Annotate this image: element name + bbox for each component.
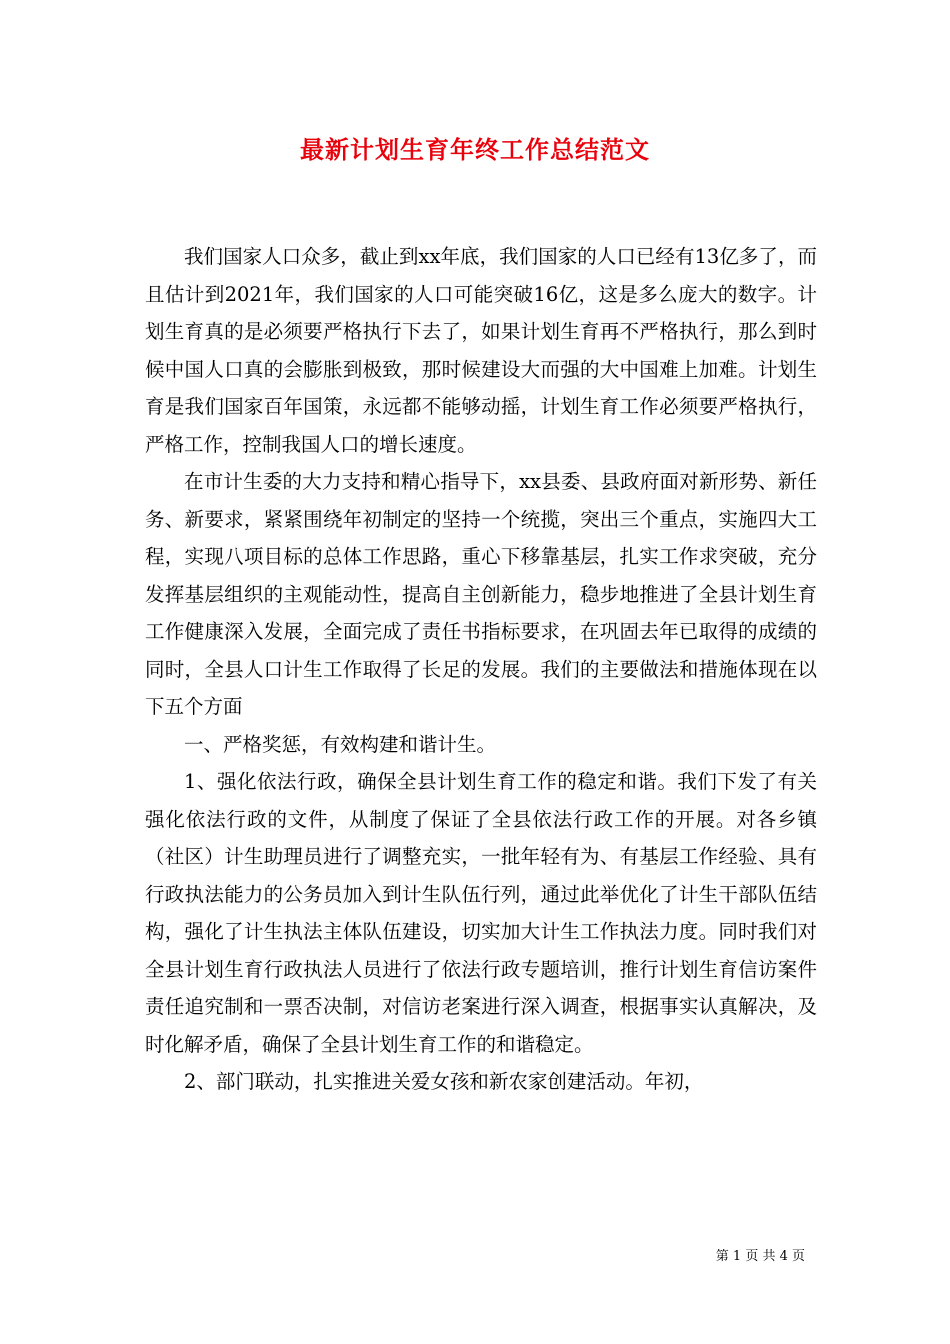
paragraph-item-2: 2、部门联动，扎实推进关爱女孩和新农家创建活动。年初， [184,1070,704,1093]
document-body [145,238,817,1101]
paragraph-overview: 在市计生委的大力支持和精心指导下，xx县委、县政府面对新形势、新任务、新要求，紧紧围绕年初制定的坚持一个统揽，突出三个重点，实施四大工程，实现八项目标的总体工作思路，重心下移靠基层，扎实工作求突破，充分发挥基层组织的主观能动性，提高自主创新能力，稳步地推进了全县计划生育工作健康深入发展，全面完成了责任书指标要求，在巩固去年已取得的成绩的同时，全县人口计生工作取得了长足的发展。我们的主要做法和措施体现在以下五个方面 [145,470,817,718]
paragraph-intro: 我们国家人口众多，截止到xx年底，我们国家的人口已经有13亿多了，而且估计到2021年，我们国家的人口可能突破16亿，这是多么庞大的数字。计划生育真的是必须要严格执行下去了，如果计划生育再不严格执行，那么到时候中国人口真的会膨胀到极致，那时候建设大而强的大中国难上加难。计划生育是我们国家百年国策，永远都不能够动摇，计划生育工作必须要严格执行，严格工作，控制我国人口的增长速度。 [145,245,817,456]
section-heading-1: 一、严格奖惩，有效构建和谐计生。 [184,732,497,756]
page-footer: 第 1 页 共 4 页 [715,1249,805,1264]
paragraph-item-1: 1、强化依法行政，确保全县计划生育工作的稳定和谐。我们下发了有关强化依法行政的文件，从制度了保证了全县依法行政工作的开展。对各乡镇（社区）计生助理员进行了调整充实，一批年轻有为、有基层工作经验、具有行政执法能力的公务员加入到计生队伍行列，通过此举优化了计生干部队伍结构，强化了计生执法主体队伍建设，切实加大计生工作执法力度。同时我们对全县计划生育行政执法人员进行了依法行政专题培训，推行计划生育信访案件责任追究制和一票否决制，对信访老案进行深入调查，根据事实认真解决，及时化解矛盾，确保了全县计划生育工作的和谐稳定。 [145,770,817,1056]
document-title: 最新计划生育年终工作总结范文 [300,136,650,164]
